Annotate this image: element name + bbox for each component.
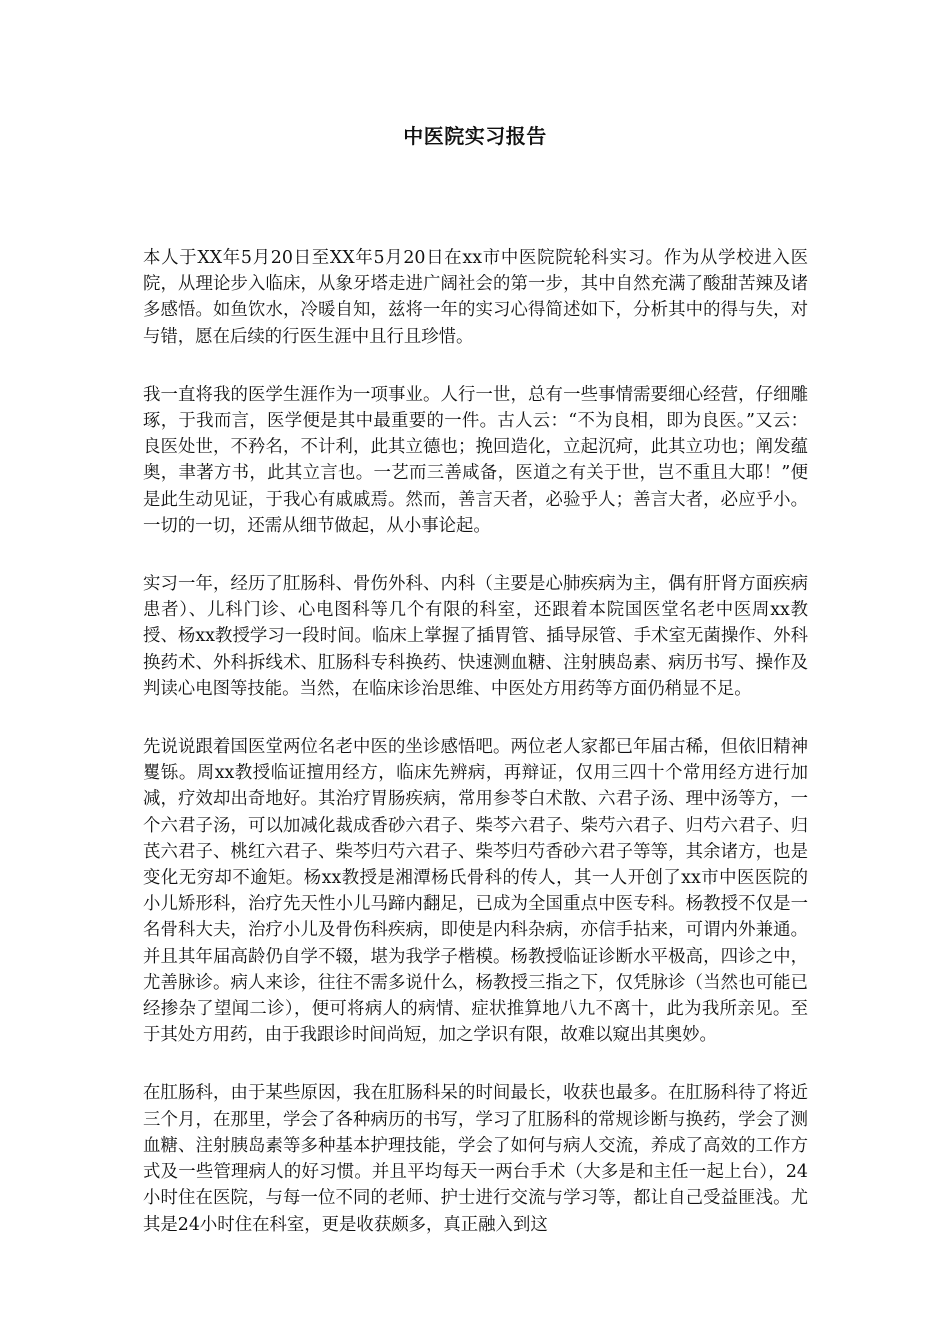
paragraph-intro: 本人于XX年5月20日至XX年5月20日在xx市中医院院轮科实习。作为从学校进入医院，从理论步入临床，从象牙塔走进广阔社会的第一步，其中自然充满了酸甜苦辣及诸多感悟。如鱼饮水，冷暖自知，兹将一年的实习心得简述如下，分析其中的得与失，对与错，愿在后续的行医生涯中且行且珍惜。	[143, 248, 808, 347]
paragraph-departments: 实习一年，经历了肛肠科、骨伤外科、内科（主要是心肺疾病为主，偶有肝肾方面疾病患者）、儿科门诊、心电图科等几个有限的科室，还跟着本院国医堂名老中医周xx教授、杨xx教授学习一段时间。临床上掌握了插胃管、插导尿管、手术室无菌操作、外科换药术、外科拆线术、肛肠科专科换药、快速测血糖、注射胰岛素、病历书写、操作及判读心电图等技能。当然，在临床诊治思维、中医处方用药等方面仍稍显不足。	[143, 574, 808, 699]
document-body	[143, 245, 808, 1270]
document-title: 中医院实习报告	[403, 124, 547, 148]
paragraph-anorectal: 在肛肠科，由于某些原因，我在肛肠科呆的时间最长，收获也最多。在肛肠科待了将近三个月，在那里，学会了各种病历的书写，学习了肛肠科的常规诊断与换药，学会了测血糖、注射胰岛素等多种基本护理技能，学会了如何与病人交流，养成了高效的工作方式及一些管理病人的好习惯。并且平均每天一两台手术（大多是和主任一起上台），24小时住在医院，与每一位不同的老师、护士进行交流与学习等，都让自己受益匪浅。尤其是24小时住在科室，更是收获颇多，真正融入到这	[143, 1083, 808, 1235]
paragraph-mentors: 先说说跟着国医堂两位名老中医的坐诊感悟吧。两位老人家都已年届古稀，但依旧精神矍铄。周xx教授临证擅用经方，临床先辨病，再辩证，仅用三四十个常用经方进行加减，疗效却出奇地好。其治疗胃肠疾病，常用参苓白术散、六君子汤、理中汤等方，一个六君子汤，可以加减化裁成香砂六君子、柴芩六君子、柴芍六君子、归芍六君子、归芪六君子、桃红六君子、柴芩归芍六君子、柴芩归芍香砂六君子等等，其余诸方，也是变化无穷却不逾矩。杨xx教授是湘潭杨氏骨科的传人，其一人开创了xx市中医医院的小儿矫形科，治疗先天性小儿马蹄内翻足，已成为全国重点中医专科。杨教授不仅是一名骨科大夫，治疗小儿及骨伤科疾病，即使是内科杂病，亦信手拈来，可谓内外兼通。并且其年届高龄仍自学不辍，堪为我学子楷模。杨教授临证诊断水平极高，四诊之中，尤善脉诊。病人来诊，往往不需多说什么，杨教授三指之下，仅凭脉诊（当然也可能已经掺杂了望闻二诊），便可将病人的病情、症状推算地八九不离十，此为我所亲见。至于其处方用药，由于我跟诊时间尚短，加之学识有限，故难以窥出其奥妙。	[143, 737, 808, 1046]
paragraph-career: 我一直将我的医学生涯作为一项事业。人行一世，总有一些事情需要细心经营，仔细雕琢，于我而言，医学便是其中最重要的一件。古人云：“不为良相，即为良医。”又云：良医处世，不矜名，不计利，此其立德也；挽回造化，立起沉疴，此其立功也；阐发蕴奥，聿著方书，此其立言也。一艺而三善咸备，医道之有关于世，岂不重且大耶！”便是此生动见证，于我心有戚戚焉。然而，善言天者，必验乎人；善言大者，必应乎小。一切的一切，还需从细节做起，从小事论起。	[143, 384, 808, 536]
